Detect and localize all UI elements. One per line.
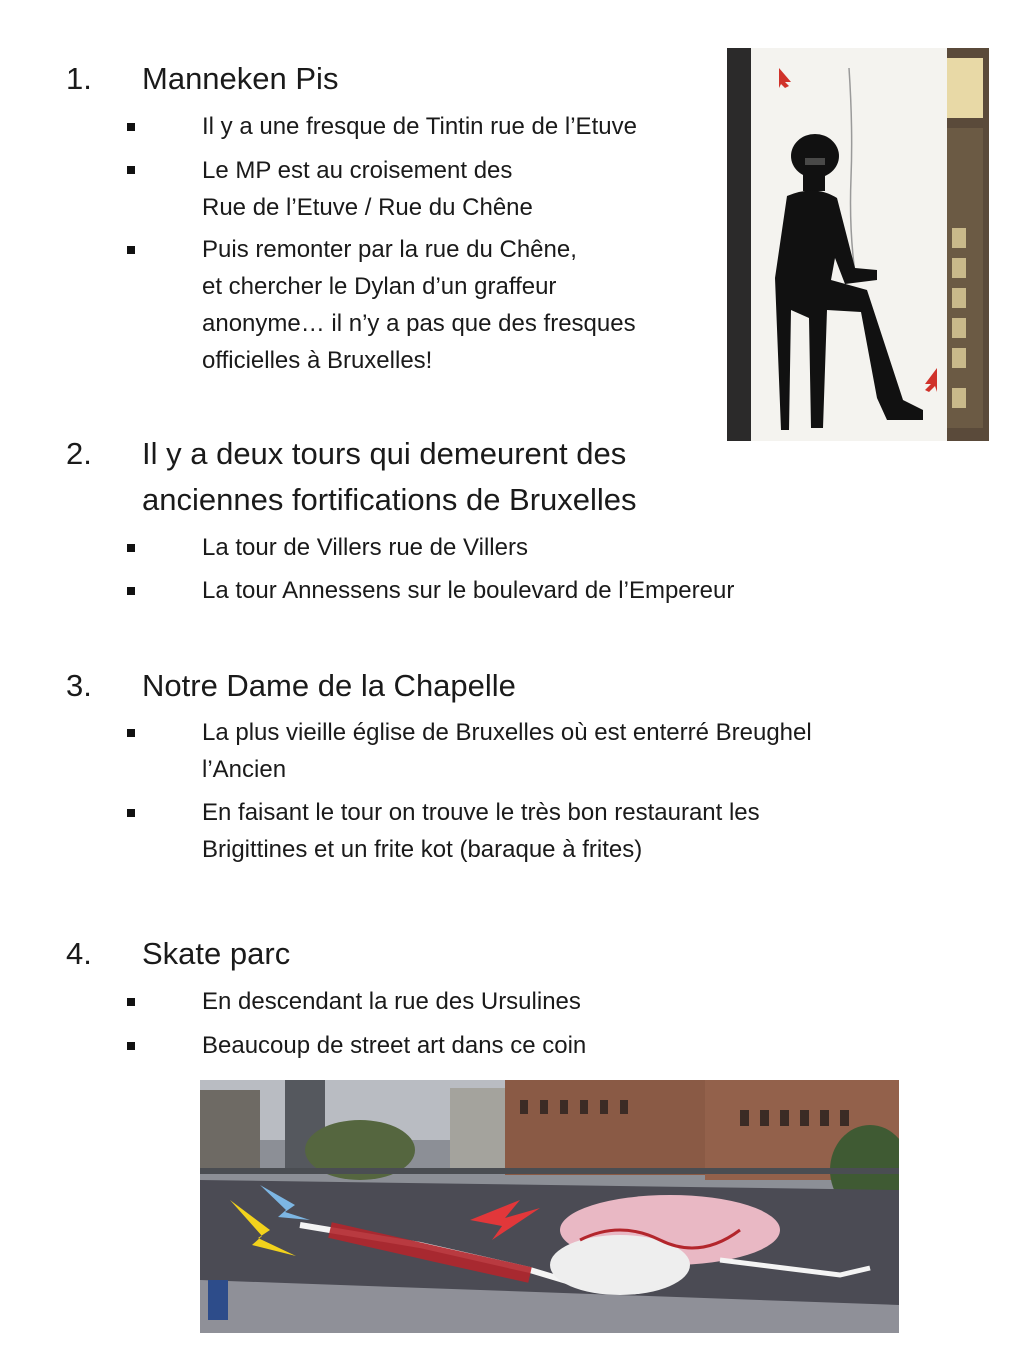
dylan-graffiti-photo: [727, 48, 989, 441]
section-3-title: Notre Dame de la Chapelle: [142, 668, 516, 703]
bullet-marker: [127, 587, 135, 595]
bullet-marker: [127, 1042, 135, 1050]
bullet-marker: [127, 809, 135, 817]
section-1-title: Manneken Pis: [142, 61, 339, 96]
bullet-marker: [127, 123, 135, 131]
bullet-marker: [127, 729, 135, 737]
section-1-bullet-2: Le MP est au croisement des Rue de l’Etuve / Rue du Chêne: [202, 157, 533, 221]
section-3-number: 3.: [66, 668, 92, 703]
section-4-title: Skate parc: [142, 936, 291, 971]
section-3-bullet-1: La plus vieille église de Bruxelles où est enterré Breughel l’Ancien: [202, 719, 812, 783]
section-3-bullet-2: En faisant le tour on trouve le très bon restaurant les Brigittines et un frite kot (baraque à frites): [202, 799, 760, 863]
dylan-graffiti-illustration: [727, 48, 989, 441]
section-2-title: Il y a deux tours qui demeurent des anciennes fortifications de Bruxelles: [142, 436, 637, 517]
bullet-marker: [127, 166, 135, 174]
section-2-bullet-2: La tour Annessens sur le boulevard de l’Empereur: [202, 577, 735, 604]
bullet-marker: [127, 246, 135, 254]
skate-park-photo: [200, 1080, 899, 1333]
section-1-number: 1.: [66, 61, 92, 96]
skate-park-mural-illustration: [200, 1080, 899, 1333]
section-1-bullet-1: Il y a une fresque de Tintin rue de l’Etuve: [202, 113, 637, 140]
bullet-marker: [127, 544, 135, 552]
section-4-number: 4.: [66, 936, 92, 971]
section-1-bullet-3: Puis remonter par la rue du Chêne, et chercher le Dylan d’un graffeur anonyme… il n’y a pas que des fresques officielles à Bruxelles!: [202, 236, 636, 374]
section-2-number: 2.: [66, 436, 92, 471]
section-2-bullet-1: La tour de Villers rue de Villers: [202, 534, 528, 561]
section-4-bullet-1: En descendant la rue des Ursulines: [202, 988, 581, 1015]
bullet-marker: [127, 998, 135, 1006]
section-4-bullet-2: Beaucoup de street art dans ce coin: [202, 1032, 587, 1059]
